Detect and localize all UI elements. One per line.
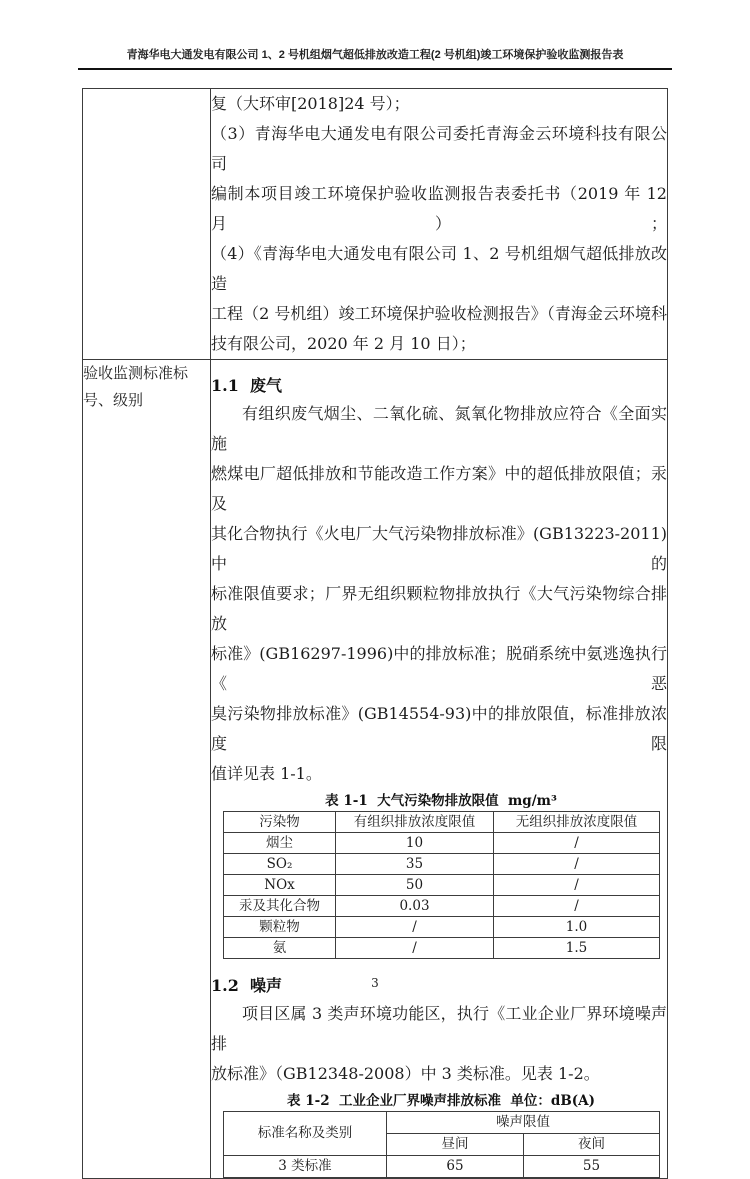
table1-header-unorganized: 无组织排放浓度限值 <box>494 812 660 833</box>
approval-line: （4）《青海华电大通发电有限公司 1、2 号机组烟气超低排放改造 <box>211 244 667 293</box>
table-cell: / <box>494 854 660 875</box>
table-row <box>224 917 660 938</box>
table-cell: 汞及其化合物 <box>224 896 336 917</box>
table-cell: SO₂ <box>224 854 336 875</box>
main-form-table <box>82 88 673 1179</box>
table-cell: NOx <box>224 875 336 896</box>
table-row <box>224 938 660 959</box>
table-cell: 0.03 <box>336 896 494 917</box>
table-cell: 10 <box>336 833 494 854</box>
table-row <box>224 1156 660 1178</box>
approval-line: （3）青海华电大通发电有限公司委托青海金云环境科技有限公司 <box>211 124 667 173</box>
table2-header-standard-name: 标准名称及类别 <box>224 1112 387 1156</box>
table-cell: 氨 <box>224 938 336 959</box>
table2-caption: 表 1-2 工业企业厂界噪声排放标准 单位：dB(A) <box>287 1093 595 1109</box>
table1-header-organized: 有组织排放浓度限值 <box>336 812 494 833</box>
noise-paragraph-line: 放标准》（GB12348-2008）中 3 类标准。见表 1-2。 <box>211 1064 600 1083</box>
table-cell: 35 <box>336 854 494 875</box>
row-label-cell-empty <box>83 89 211 360</box>
table2-subheader-nighttime: 夜间 <box>524 1134 660 1156</box>
table-row <box>83 360 668 1179</box>
table-cell: 烟尘 <box>224 833 336 854</box>
row-label-standards <box>83 360 211 1179</box>
table-cell: / <box>336 938 494 959</box>
header-divider-rule <box>78 68 672 70</box>
table-cell: 颗粒物 <box>224 917 336 938</box>
gas-paragraph-line: 燃煤电厂超低排放和节能改造工作方案》中的超低排放限值；汞及 <box>211 464 667 513</box>
table-cell: / <box>494 875 660 896</box>
table-row <box>224 833 660 854</box>
gas-paragraph-line: 臭污染物排放标准》(GB14554-93)中的排放限值，标准排放浓度限 <box>211 704 667 753</box>
gas-paragraph-line: 标准》(GB16297-1996)中的排放标准；脱硝系统中氨逃逸执行《恶 <box>211 644 667 693</box>
section-heading-waste-gas: 1.1 废气 <box>211 376 282 395</box>
table-header-row <box>224 1112 660 1134</box>
table-cell: 1.0 <box>494 917 660 938</box>
table-row <box>224 896 660 917</box>
gas-paragraph-line: 其化合物执行《火电厂大气污染物排放标准》(GB13223-2011)中的 <box>211 524 667 573</box>
table-cell: / <box>494 896 660 917</box>
gas-paragraph-line: 标准限值要求；厂界无组织颗粒物排放执行《大气污染物综合排放 <box>211 584 667 633</box>
section-heading-noise: 1.2 噪声 <box>211 976 282 995</box>
row-label-line: 号、级别 <box>83 391 144 409</box>
table-cell: 50 <box>336 875 494 896</box>
approval-line: 复（大环审[2018]24 号）； <box>211 94 410 113</box>
table-cell: / <box>494 833 660 854</box>
table-header-row <box>224 812 660 833</box>
air-pollutant-limits-table <box>223 811 660 959</box>
table-row <box>224 854 660 875</box>
table1-header-pollutant: 污染物 <box>224 812 336 833</box>
table2-subheader-daytime: 昼间 <box>387 1134 524 1156</box>
table-row <box>224 875 660 896</box>
noise-paragraph-line: 项目区属 3 类声环境功能区，执行《工业企业厂界环境噪声排 <box>211 1004 667 1053</box>
table-cell: / <box>336 917 494 938</box>
table-cell: 65 <box>387 1156 524 1178</box>
gas-paragraph-line: 值详见表 1-1。 <box>211 764 322 783</box>
page-number: 3 <box>371 976 379 990</box>
gas-paragraph-line: 有组织废气烟尘、二氧化硫、氮氧化物排放应符合《全面实施 <box>211 404 667 453</box>
standards-content-cell <box>211 360 668 1179</box>
noise-limits-table <box>223 1111 660 1178</box>
table-cell: 55 <box>524 1156 660 1178</box>
approval-line: 工程（2 号机组）竣工环境保护验收检测报告》（青海金云环境科 <box>211 304 667 323</box>
approval-line: 技有限公司，2020 年 2 月 10 日）； <box>211 334 476 353</box>
table-cell: 3 类标准 <box>224 1156 387 1178</box>
document-header-title: 青海华电大通发电有限公司 1、2 号机组烟气超低排放改造工程(2 号机组)竣工环境保护验收监测报告表 <box>126 49 624 61</box>
table-cell: 1.5 <box>494 938 660 959</box>
approval-line: 编制本项目竣工环境保护验收监测报告表委托书（2019 年 12 月）； <box>211 184 673 233</box>
table2-header-noise-limit: 噪声限值 <box>387 1112 660 1134</box>
row-label-line: 验收监测标准标 <box>83 364 189 382</box>
table1-caption: 表 1-1 大气污染物排放限值 mg/m³ <box>325 793 557 809</box>
approval-content-cell <box>211 89 673 360</box>
table-row <box>83 89 668 360</box>
